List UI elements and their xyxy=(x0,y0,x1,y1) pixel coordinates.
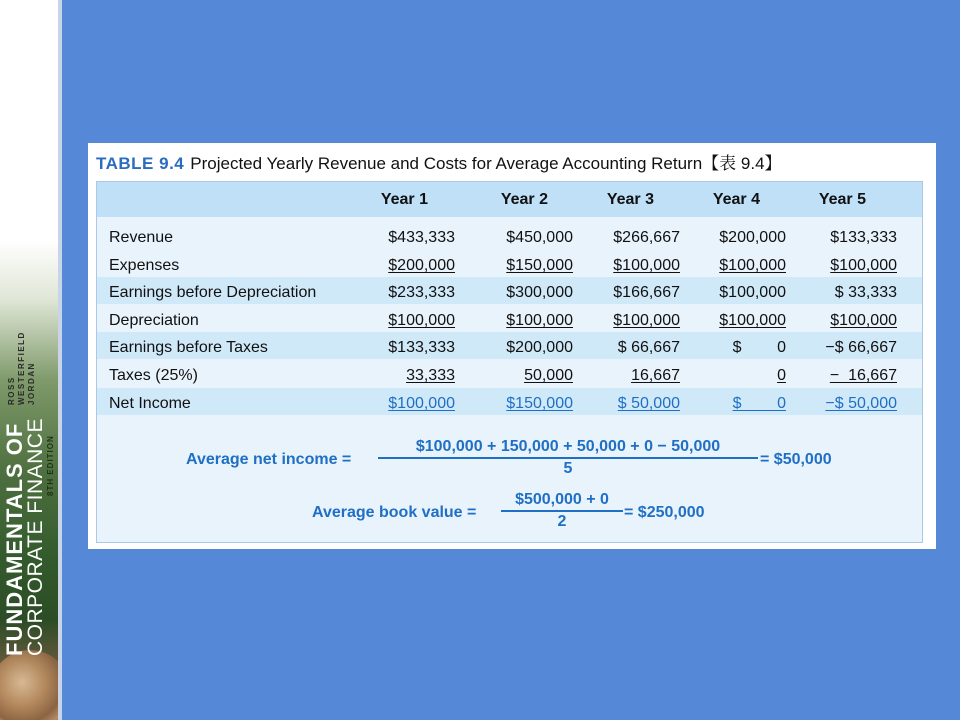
average-book-value-fraction xyxy=(501,491,623,531)
table-cell: $100,000 xyxy=(613,312,680,329)
table-cell: $200,000 xyxy=(506,339,573,356)
table-cell: $100,000 xyxy=(719,312,786,329)
row-label: Earnings before Depreciation xyxy=(109,284,317,301)
table-cell: − 16,667 xyxy=(829,367,897,384)
table-cell: $100,000 xyxy=(613,257,680,274)
column-header: Year 1 xyxy=(380,191,428,208)
table-cell: $100,000 xyxy=(388,395,455,412)
column-header: Year 2 xyxy=(500,191,548,208)
average-book-value-result: = $250,000 xyxy=(624,504,705,521)
table-cell: $ 66,667 xyxy=(617,339,680,356)
table-cell: $300,000 xyxy=(506,284,573,301)
row-label: Taxes (25%) xyxy=(109,367,198,384)
average-net-income-fraction xyxy=(378,438,758,478)
table-cell: $200,000 xyxy=(388,257,455,274)
table-cell: $100,000 xyxy=(719,284,786,301)
spine-authors xyxy=(7,331,37,405)
fraction-denominator: 5 xyxy=(563,460,573,477)
table-cell: $ 0 xyxy=(732,395,786,412)
table-cell: $133,333 xyxy=(388,339,455,356)
table-cell: $266,667 xyxy=(613,229,680,246)
table-cell: $100,000 xyxy=(830,312,897,329)
table-cell: $100,000 xyxy=(388,312,455,329)
table-title: Projected Yearly Revenue and Costs for Average Accounting Return【表 9.4】 xyxy=(190,154,782,173)
spine-title-line2: CORPORATE FINANCE xyxy=(24,418,47,656)
table-cell: $150,000 xyxy=(506,257,573,274)
table-cell: $100,000 xyxy=(719,257,786,274)
table-cell: 0 xyxy=(777,367,786,384)
table-cell: $133,333 xyxy=(830,229,897,246)
table-cell: $ 33,333 xyxy=(834,284,897,301)
table-cell: 33,333 xyxy=(406,367,455,384)
table-caption xyxy=(96,149,782,174)
column-header: Year 4 xyxy=(712,191,760,208)
table-number: TABLE 9.4 xyxy=(96,154,185,173)
table-cell: $450,000 xyxy=(506,229,573,246)
spine-author: ROSS xyxy=(7,376,16,405)
table-cell: $ 50,000 xyxy=(617,395,680,412)
fraction-denominator: 2 xyxy=(557,513,567,530)
row-label: Depreciation xyxy=(109,312,199,329)
table-cell: 50,000 xyxy=(524,367,573,384)
spine-edition: 8TH EDITION xyxy=(46,435,55,496)
table-cell: −$ 66,667 xyxy=(825,339,897,356)
spine-author: WESTERFIELD xyxy=(17,331,26,405)
table-cell: $100,000 xyxy=(506,312,573,329)
fraction-numerator: $100,000 + 150,000 + 50,000 + 0 − 50,000 xyxy=(378,438,758,459)
spine-title-line1: FUNDAMENTALS OF xyxy=(2,422,27,656)
data-table xyxy=(96,181,923,543)
table-cell: $150,000 xyxy=(506,395,573,412)
row-label: Earnings before Taxes xyxy=(109,339,268,356)
table-cell: 16,667 xyxy=(631,367,680,384)
table-cell: $200,000 xyxy=(719,229,786,246)
table-panel xyxy=(88,143,936,549)
row-label: Expenses xyxy=(109,257,180,274)
spine-edge xyxy=(58,0,62,720)
row-label: Net Income xyxy=(109,395,191,412)
spine-author: JORDAN xyxy=(27,362,36,405)
column-header: Year 5 xyxy=(818,191,866,208)
table-cell: $166,667 xyxy=(613,284,680,301)
table-cell: $433,333 xyxy=(388,229,455,246)
table-cell: $233,333 xyxy=(388,284,455,301)
row-label: Revenue xyxy=(109,229,174,246)
average-net-income-label: Average net income = xyxy=(186,451,352,468)
average-book-value-label: Average book value = xyxy=(312,504,477,521)
table-cell: −$ 50,000 xyxy=(825,395,897,412)
book-spine xyxy=(0,0,62,720)
average-net-income-result: = $50,000 xyxy=(760,451,832,468)
table-cell: $ 0 xyxy=(732,339,786,356)
table-cell: $100,000 xyxy=(830,257,897,274)
spine-swirl-art xyxy=(0,650,62,720)
fraction-numerator: $500,000 + 0 xyxy=(501,491,623,512)
column-header: Year 3 xyxy=(606,191,654,208)
